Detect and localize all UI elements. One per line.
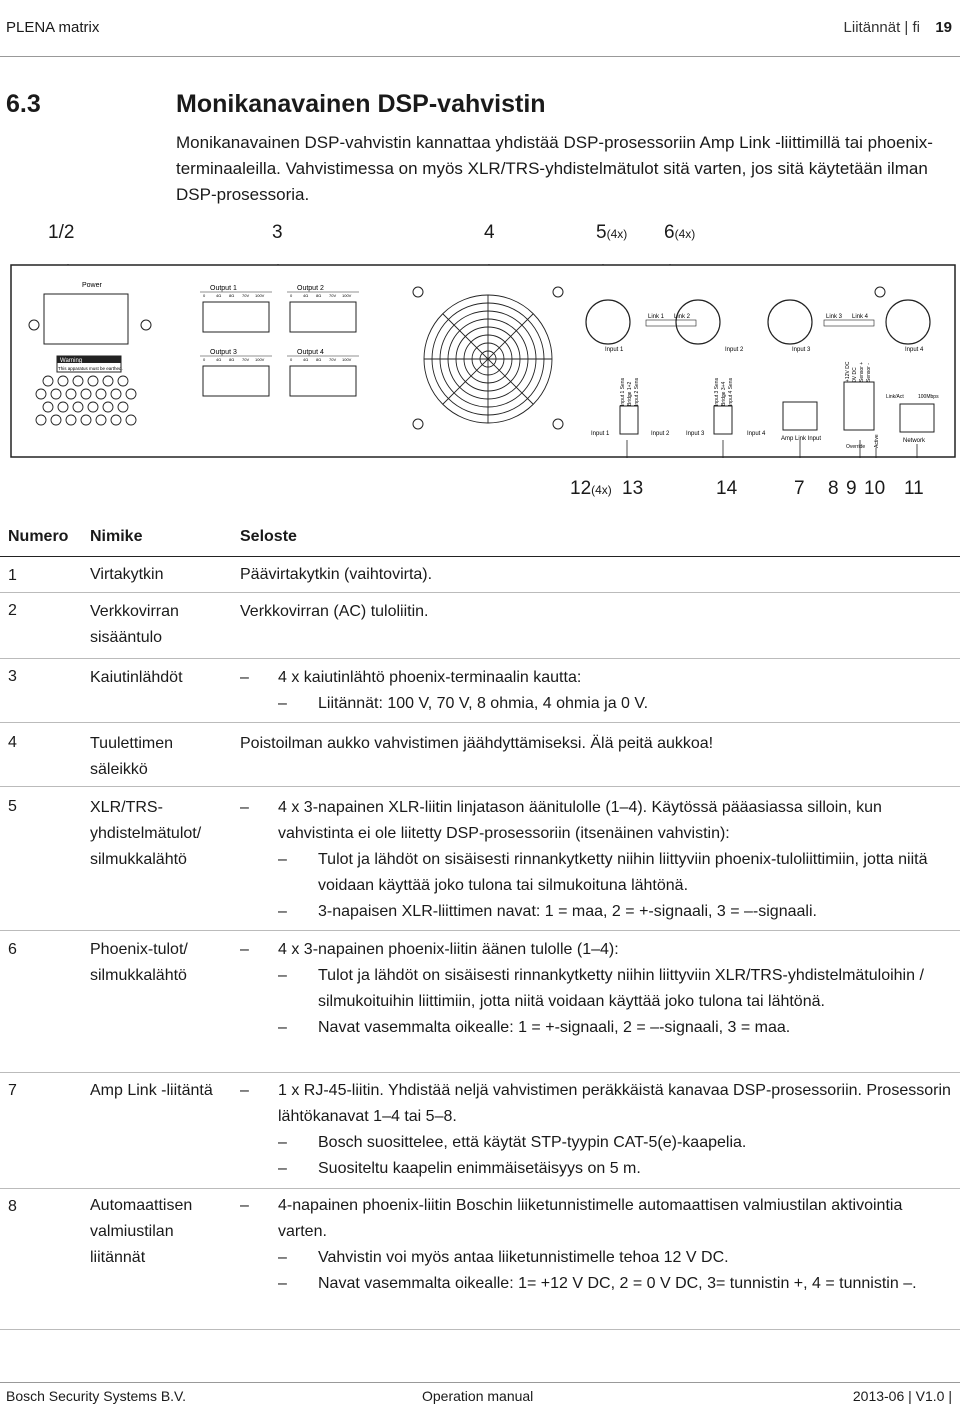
page-number: 19 [935, 19, 952, 36]
speaker-terminal-block [203, 302, 269, 332]
callout-number: 6 [664, 222, 675, 243]
speaker-terminal-block [290, 366, 356, 396]
row-description: Päävirtakytkin (vaihtovirta). [240, 566, 433, 583]
table-row [0, 658, 960, 717]
svg-text:8Ω: 8Ω [229, 357, 235, 362]
svg-text:8Ω: 8Ω [316, 293, 322, 298]
svg-text:70V: 70V [242, 293, 250, 298]
speaker-terminal-block [290, 302, 356, 332]
table-row [0, 1072, 960, 1183]
svg-text:0V DC: 0V DC [852, 367, 858, 382]
row-number: 7 [8, 1082, 17, 1099]
footer-document: Operation manual [422, 1388, 534, 1404]
svg-text:4Ω: 4Ω [216, 293, 222, 298]
svg-text:100V: 100V [255, 357, 265, 362]
row-number: 3 [8, 668, 17, 685]
svg-text:100V: 100V [255, 293, 265, 298]
row-name: Automaattisen valmiustilan liitännät [90, 1197, 193, 1266]
svg-text:8Ω: 8Ω [229, 293, 235, 298]
table-row [0, 562, 960, 590]
row-name: Verkkovirran sisääntulo [90, 603, 179, 646]
sub-bullet-item: – Bosch suosittelee, että käytät STP-tyypin CAT-5(e)-kaapelia. [240, 1130, 955, 1156]
callout-label: 10 [864, 478, 886, 499]
speaker-output-2 [287, 285, 359, 332]
xlr-input-label: Input 4 [905, 347, 924, 353]
callout-label: 13 [622, 478, 644, 499]
footer-company: Bosch Security Systems B.V. [6, 1388, 186, 1404]
callout-label [664, 222, 695, 244]
callout-multiplier: (4x) [674, 227, 696, 241]
output-label: Output 4 [297, 349, 324, 356]
phoenix-input-label: Input 1 [591, 431, 610, 437]
fan-grille-icon [424, 295, 552, 423]
xlr-input-label: Input 1 [605, 347, 624, 353]
svg-text:4Ω: 4Ω [303, 293, 309, 298]
row-name: Phoenix-tulot/ silmukkalähtö [90, 941, 188, 984]
callout-multiplier: (4x) [591, 483, 612, 497]
row-name: Virtakytkin [90, 566, 164, 583]
bullet-item: – 4 x kaiutinlähtö phoenix-terminaalin kautta: [240, 665, 955, 691]
callout-label: 7 [794, 478, 805, 499]
row-number: 2 [8, 602, 17, 619]
row-description [240, 1193, 955, 1297]
row-name: Tuulettimen säleikkö [90, 735, 173, 778]
sub-bullet-item: – Suositeltu kaapelin enimmäisetäisyys on 5 m. [240, 1156, 955, 1182]
row-description [240, 1078, 955, 1182]
product-name: PLENA matrix [6, 19, 100, 36]
callout-label: 14 [716, 478, 738, 499]
column-header: Nimike [90, 528, 143, 545]
phoenix-input-label: Input 4 [747, 431, 766, 437]
row-description [240, 665, 955, 717]
output-label: Output 3 [210, 349, 237, 356]
svg-text:Sensor +: Sensor + [859, 361, 865, 382]
callout-label: 4 [484, 222, 495, 243]
svg-text:4Ω: 4Ω [216, 357, 222, 362]
row-description [240, 937, 955, 1041]
callout-label: 9 [846, 478, 857, 499]
section-title: Monikanavainen DSP-vahvistin [176, 90, 546, 118]
network-connector-icon [900, 404, 934, 432]
table-row [0, 786, 960, 927]
table-row [0, 930, 960, 1071]
sub-bullet-item: – Liitännät: 100 V, 70 V, 8 ohmia, 4 ohmia ja 0 V. [240, 691, 955, 717]
column-header: Numero [8, 528, 69, 545]
standby-connector-icon [844, 382, 874, 430]
link-label: Link 1 [648, 314, 665, 320]
phoenix-connector-icon [620, 406, 638, 434]
row-name: Amp Link -liitäntä [90, 1082, 213, 1099]
switch-label: Input 1 Sens [620, 377, 626, 406]
callout-multiplier: (4x) [606, 227, 628, 241]
speaker-output-4 [287, 349, 359, 396]
active-label: Active [874, 434, 880, 448]
table-row [0, 592, 960, 651]
callout-number: 12 [570, 478, 592, 499]
switch-label: Input 3 Sens [714, 377, 720, 406]
switch-label: Input 2 Sens [634, 377, 640, 406]
amplifier-rear-panel [10, 264, 956, 458]
svg-text:0: 0 [203, 357, 206, 362]
callout-label [596, 222, 627, 244]
output-label: Output 2 [297, 285, 324, 292]
speaker-output-1 [200, 285, 272, 332]
callout-label: 11 [904, 478, 924, 499]
svg-text:4Ω: 4Ω [303, 357, 309, 362]
speaker-terminal-block [203, 366, 269, 396]
table-row [0, 722, 960, 783]
row-description [240, 795, 955, 925]
column-header: Seloste [240, 528, 297, 545]
svg-text:100V: 100V [342, 293, 352, 298]
link-label: Link 2 [674, 314, 691, 320]
speed-label: 100Mbps [918, 394, 939, 400]
table-row [0, 1188, 960, 1330]
row-number: 6 [8, 941, 17, 958]
row-number: 1 [8, 567, 17, 584]
svg-text:70V: 70V [242, 357, 250, 362]
row-name: Kaiutinlähdöt [90, 669, 183, 686]
bullet-item: – 4-napainen phoenix-liitin Boschin liiketunnistimelle automaattisen valmiustilan aktivointia varten. [240, 1193, 955, 1245]
callout-label: 3 [272, 222, 283, 243]
svg-text:0: 0 [290, 357, 293, 362]
chapter-label: Liitännät | fi [843, 19, 920, 36]
switch-label: Input 4 Sens [728, 377, 734, 406]
switch-label: Bridge 3+4 [721, 381, 727, 406]
sub-bullet-item: – 3-napaisen XLR-liittimen navat: 1 = maa, 2 = +-signaali, 3 = –-signaali. [240, 899, 955, 925]
link-act-label: Link/Act [886, 394, 904, 400]
row-number: 4 [8, 734, 17, 751]
amp-link-label: Amp Link Input [781, 436, 822, 442]
row-description: Poistoilman aukko vahvistimen jäähdyttämiseksi. Älä peitä aukkoa! [240, 735, 714, 752]
svg-text:8Ω: 8Ω [316, 357, 322, 362]
row-number: 8 [8, 1198, 17, 1215]
phoenix-input-label: Input 2 [651, 431, 670, 437]
xlr-input-label: Input 2 [725, 347, 744, 353]
warning-title: Warning [60, 358, 83, 364]
svg-text:+12V DC: +12V DC [845, 361, 851, 382]
network-label: Network [903, 438, 926, 444]
bullet-item: – 1 x RJ-45-liitin. Yhdistää neljä vahvistimen peräkkäistä kanavaa DSP-prosessoriin. Prosessorin lähtökanavat 1–4 tai 5–8. [240, 1078, 955, 1130]
switch-label: Bridge 1+2 [627, 381, 633, 406]
page-footer [0, 1382, 960, 1406]
bullet-item: – 4 x 3-napainen phoenix-liitin äänen tulolle (1–4): [240, 937, 955, 963]
xlr-input-label: Input 3 [792, 347, 811, 353]
rj45-connector-icon [783, 402, 817, 430]
svg-text:100V: 100V [342, 357, 352, 362]
power-label: Power [82, 282, 102, 289]
page-header [0, 0, 960, 57]
svg-text:70V: 70V [329, 293, 337, 298]
link-label: Link 4 [852, 314, 869, 320]
override-label: Override [846, 444, 866, 450]
warning-note: This apparatus must be earthed. [58, 366, 123, 371]
link-label: Link 3 [826, 314, 843, 320]
power-inlet-icon [44, 294, 128, 344]
bullet-item: – 4 x 3-napainen XLR-liitin linjatason äänitulolle (1–4). Käytössä pääasiassa silloin, kun vahvistinta ei ole liitetty DSP-prosessoriin (itsenäinen vahvistin): [240, 795, 955, 847]
sub-bullet-item: – Navat vasemmalta oikealle: 1= +12 V DC, 2 = 0 V DC, 3= tunnistin +, 4 = tunnistin –. [240, 1271, 955, 1297]
sub-bullet-item: – Navat vasemmalta oikealle: 1 = +-signaali, 2 = –-signaali, 3 = maa. [240, 1015, 955, 1041]
sub-bullet-item: – Tulot ja lähdöt on sisäisesti rinnankytketty niihin liittyviin phoenix-tuloliittimiin, jotta niitä voidaan käyttää joko tulona tai silmukoituna lähtönä. [240, 847, 955, 899]
svg-text:70V: 70V [329, 357, 337, 362]
svg-text:0: 0 [290, 293, 293, 298]
callout-label: 8 [828, 478, 839, 499]
row-number: 5 [8, 798, 17, 815]
intro-paragraph: Monikanavainen DSP-vahvistin kannattaa yhdistää DSP-prosessoriin Amp Link -liittimillä tai phoenix-terminaaleilla. Vahvistimessa on myös XLR/TRS-yhdistelmätulot sitä varten, jos sitä käytetään ilman DSP-prosessoria. [176, 133, 933, 204]
callout-label: 1/2 [48, 222, 75, 243]
phoenix-input-label: Input 3 [686, 431, 705, 437]
table-header [0, 520, 960, 557]
section-number: 6.3 [6, 90, 41, 118]
phoenix-connector-icon [714, 406, 732, 434]
sub-bullet-item: – Vahvistin voi myös antaa liiketunnistimelle tehoa 12 V DC. [240, 1245, 955, 1271]
footer-version: 2013-06 | V1.0 | [852, 1388, 952, 1404]
row-description: Verkkovirran (AC) tuloliitin. [240, 603, 429, 620]
callout-label [570, 478, 612, 500]
sub-bullet-item: – Tulot ja lähdöt on sisäisesti rinnankytketty niihin liittyviin XLR/TRS-yhdistelmätuloihin / silmukoituihin liittimiin, jotta niitä voidaan käyttää joko tulona tai lähtönä. [240, 963, 955, 1015]
row-name: XLR/TRS-yhdistelmätulot/ silmukkalähtö [90, 799, 202, 868]
speaker-output-3 [200, 349, 272, 396]
svg-text:0: 0 [203, 293, 206, 298]
output-label: Output 1 [210, 285, 237, 292]
svg-text:Sensor -: Sensor - [866, 363, 872, 382]
callout-number: 5 [596, 222, 607, 243]
